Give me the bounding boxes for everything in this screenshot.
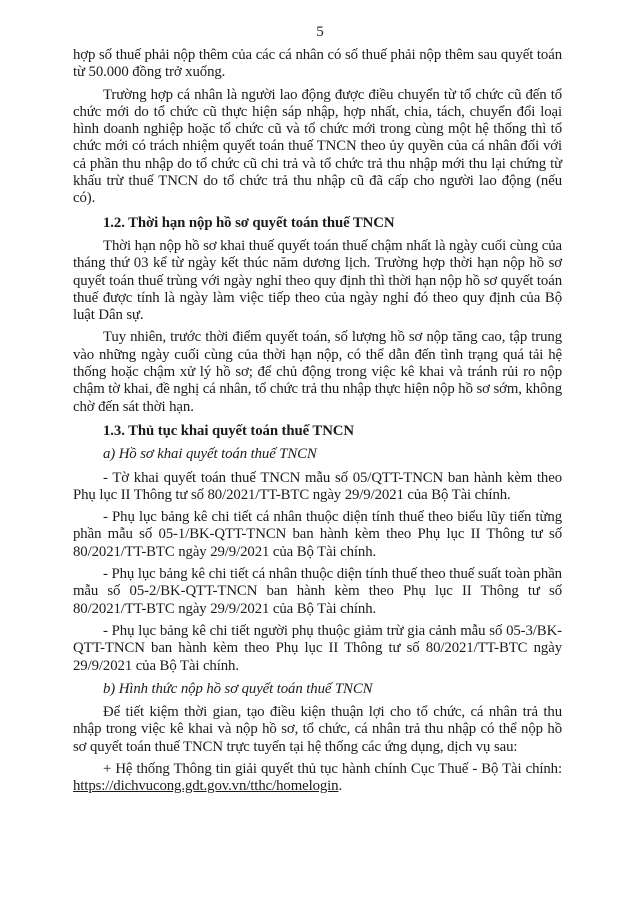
paragraph-form-05: - Tờ khai quyết toán thuế TNCN mẫu số 05/QTT-TNCN ban hành kèm theo Phụ lục II Thông tư số 80/2021/TT-BTC ngày 29/9/2021 của Bộ Tài chính. bbox=[73, 469, 562, 503]
subsection-a-title: a) Hồ sơ khai quyết toán thuế TNCN bbox=[103, 446, 317, 463]
paragraph-online-filing: Để tiết kiệm thời gian, tạo điều kiện thuận lợi cho tổ chức, cá nhân trả thu nhập trong việc kê khai và nộp hồ sơ, tổ chức, cá nhân trả thu nhập có thể nộp hồ sơ quyết toán thuế TNCN trực tuyến tại hệ thống các ứng dụng, dịch vụ sau: bbox=[73, 704, 562, 755]
paragraph-form-05-3: - Phụ lục bảng kê chi tiết người phụ thuộc giảm trừ gia cảnh mẫu số 05-3/BK-QTT-TNCN ban hành kèm theo Phụ lục II Thông tư số 80/2021/TT-BTC ngày 29/9/2021 của Bộ Tài chính. bbox=[73, 622, 562, 674]
paragraph-filing-deadline: Thời hạn nộp hồ sơ khai thuế quyết toán thuế chậm nhất là ngày cuối cùng của tháng thứ 03 kể từ ngày kết thúc năm dương lịch. Trường hợp thời hạn nộp hồ sơ quyết toán thuế trùng với ngày nghỉ theo quy định thì thời hạn nộp hồ sơ quyết toán thuế được tính là ngày làm việc tiếp theo của ngày nghỉ đó theo quy định của Bộ luật Dân sự. bbox=[73, 237, 562, 324]
document-body bbox=[0, 40, 640, 796]
portal-text-suffix: . bbox=[338, 778, 343, 795]
paragraph-portal bbox=[73, 761, 562, 796]
portal-link[interactable]: https://dichvucong.gdt.gov.vn/tthc/homelogin bbox=[73, 778, 339, 795]
paragraph-early-filing-advice: Tuy nhiên, trước thời điểm quyết toán, số lượng hồ sơ nộp tăng cao, tập trung vào những ngày cuối cùng của thời hạn nộp, có thể dẫn đến tình trạng quá tải hệ thống hoặc chậm xử lý hồ sơ; để chủ động trong việc kê khai và tránh rủi ro nộp chậm tờ khai, đề nghị cá nhân, tổ chức trả thu nhập thực hiện nộp hồ sơ sớm, không chờ đến sát thời hạn. bbox=[73, 329, 562, 415]
portal-text: + Hệ thống Thông tin giải quyết thủ tục hành chính Cục Thuế - Bộ Tài chính: bbox=[103, 760, 562, 777]
paragraph-employee-transfer: Trường hợp cá nhân là người lao động được điều chuyển từ tổ chức cũ đến tổ chức mới do tổ chức cũ thực hiện sáp nhập, hợp nhất, chia, tách, chuyển đổi loại hình doanh nghiệp hoặc tổ chức cũ và tổ chức mới trong cùng một hệ thống thì tổ chức mới có trách nhiệm quyết toán thuế TNCN theo ủy quyền của cá nhân đối với cả phần thu nhập do tổ chức cũ chi trả và tổ chức trả thu nhập mới thu lại chứng từ khấu trừ thuế TNCN do tổ chức trả thu nhập cũ đã cấp cho người lao động (nếu có). bbox=[73, 86, 562, 207]
section-heading-1-2: 1.2. Thời hạn nộp hồ sơ quyết toán thuế TNCN bbox=[103, 214, 395, 231]
section-heading-1-3: 1.3. Thủ tục khai quyết toán thuế TNCN bbox=[103, 422, 354, 439]
page-number: 5 bbox=[316, 24, 324, 40]
paragraph-form-05-1: - Phụ lục bảng kê chi tiết cá nhân thuộc diện tính thuế theo biểu lũy tiến từng phần mẫu số 05-1/BK-QTT-TNCN ban hành kèm theo Phụ lục II Thông tư số 80/2021/TT-BTC ngày 29/9/2021 của Bộ Tài chính. bbox=[73, 509, 562, 560]
subsection-b-title: b) Hình thức nộp hồ sơ quyết toán thuế TNCN bbox=[103, 680, 373, 697]
paragraph-continuation: hợp số thuế phải nộp thêm của các cá nhân có số thuế phải nộp thêm sau quyết toán từ 50.000 đồng trở xuống. bbox=[73, 47, 562, 81]
paragraph-form-05-2: - Phụ lục bảng kê chi tiết cá nhân thuộc diện tính thuế theo thuế suất toàn phần mẫu số 05-2/BK-QTT-TNCN ban hành kèm theo Phụ lục II Thông tư số 80/2021/TT-BTC ngày 29/9/2021 của Bộ Tài chính. bbox=[73, 566, 562, 617]
